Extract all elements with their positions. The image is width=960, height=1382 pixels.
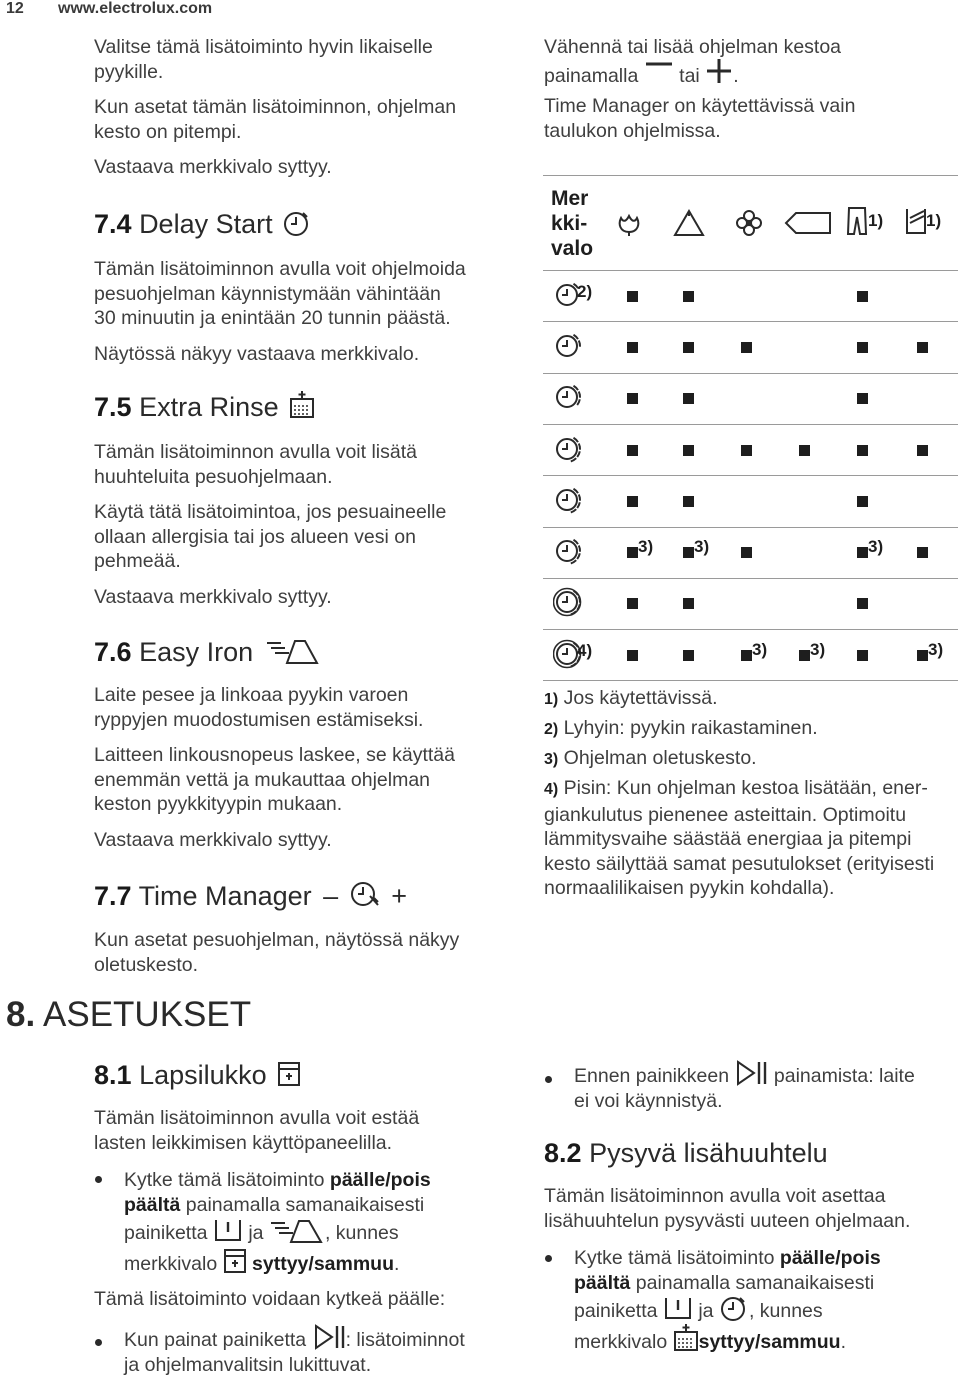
footnote: [544, 746, 959, 776]
text-fragment: painamalla: [544, 64, 639, 87]
availability-mark: [627, 650, 638, 661]
availability-mark: [741, 547, 752, 558]
intro-line: kesto on pitempi.: [94, 120, 242, 143]
text-line: Vastaava merkkivalo syttyy.: [94, 585, 332, 608]
availability-mark: [683, 445, 694, 456]
text-fragment: painamista: laite: [773, 1065, 915, 1087]
text-line: keston pyykkityypin mukaan.: [94, 793, 343, 815]
cell-note: 3): [928, 639, 944, 659]
text-line: Käytä tätä lisätoimintoa, jos pesuaineelle: [94, 501, 447, 523]
availability-mark: [917, 650, 928, 661]
text-fragment: painiketta: [574, 1300, 658, 1322]
section-heading-7-4: [94, 209, 312, 239]
footnote-number: 4): [544, 781, 559, 798]
time-manager-text: [544, 35, 954, 143]
availability-mark: [627, 598, 638, 609]
section-heading-8-1: [94, 1060, 302, 1090]
table-rule: [543, 680, 958, 681]
bullet-dot: [545, 1076, 552, 1083]
text-fragment: painamalla samanaikaisesti: [630, 1271, 875, 1294]
synthetics-icon: [672, 208, 706, 238]
text-fragment: Ennen painikkeen: [574, 1065, 730, 1087]
text-line: Tämä lisätoiminto voidaan kytkeä päälle:: [94, 1288, 446, 1310]
text-fragment: Kun painat painiketta: [124, 1329, 307, 1351]
easy-iron-icon: [265, 635, 321, 665]
text-line: huuhteluita pesuohjelmaan.: [94, 465, 333, 488]
cell-note: 3): [638, 537, 654, 557]
text-line: giankulutus pienenee asteittain. Optimoitu: [544, 803, 907, 826]
table-rule: [543, 373, 958, 374]
footnote-number: 1): [544, 691, 559, 708]
text-line: oletuskesto.: [94, 953, 199, 976]
availability-mark: [857, 445, 868, 456]
text-line: Tämän lisätoiminnon avulla voit estää: [94, 1107, 420, 1129]
table-rule: [543, 629, 958, 630]
text-fragment: ja: [698, 1300, 714, 1322]
delicates-icon: [734, 208, 764, 238]
section-heading-7-5: [94, 392, 316, 422]
bold-fragment: syttyy/sammuu: [698, 1330, 841, 1353]
availability-mark: [683, 547, 694, 558]
header-line: Mer: [551, 187, 589, 210]
text-line: lisähuuhtelun pysyvästi uuteen ohjelmaan.: [544, 1209, 911, 1232]
section-number: 7.5: [94, 392, 132, 422]
availability-mark: [627, 547, 638, 558]
table-rule: [543, 527, 958, 528]
text-line: lämmitysvaihe säästää energiaa ja pitempi: [544, 828, 912, 850]
text-line: pehmeää.: [94, 550, 181, 572]
footnote: [544, 716, 959, 746]
footnote: [544, 686, 959, 716]
text-line: Kun asetat pesuohjelman, näytössä näkyy: [94, 929, 460, 951]
text-line: normaalilikaisen pyykin kohdalla).: [544, 877, 835, 899]
header-line: valo: [551, 237, 594, 260]
plus-icon: [705, 58, 733, 84]
section-number: 7.4: [94, 209, 132, 239]
bold-fragment: päälle/pois: [779, 1247, 881, 1269]
spin-button-icon: [213, 1216, 243, 1244]
text-line: Näytössä näkyy vastaava merkkivalo.: [94, 342, 420, 365]
time-manager-level-icon: [553, 382, 583, 412]
text-line: enemmän vettä ja mukauttaa ohjelman: [94, 768, 431, 791]
availability-mark: [857, 393, 868, 404]
website-url: www.electrolux.com: [58, 0, 213, 17]
text-line: Tämän lisätoiminnon avulla voit ohjelmoida: [94, 258, 466, 280]
text-line: Laite pesee ja linkoaa pyykin varoen: [94, 684, 409, 706]
text-line: kesto säilyttää samat pesutulokset (erityisesti: [544, 852, 935, 875]
text-line: Tämän lisätoiminnon avulla voit lisätä: [94, 441, 417, 463]
section-number: 8.1: [94, 1060, 132, 1090]
bold-fragment: päältä: [124, 1193, 181, 1216]
footnote-text: Jos käytettävissä.: [563, 687, 718, 709]
section-heading-8-2: [544, 1138, 828, 1168]
section-7-4-text: [94, 257, 524, 366]
text-line: ei voi käynnistyä.: [574, 1089, 723, 1112]
spin-button-icon: [663, 1294, 693, 1322]
time-manager-icon: [348, 879, 382, 909]
text-fragment: merkkivalo: [574, 1330, 668, 1353]
availability-mark: [857, 650, 868, 661]
availability-mark: [627, 393, 638, 404]
availability-mark: [741, 342, 752, 353]
row-note: 2): [577, 281, 593, 301]
section-title: Pysyvä lisähuuhtelu: [589, 1138, 828, 1168]
bullet-dot: [95, 1339, 102, 1346]
section-title: Extra Rinse: [139, 392, 279, 422]
bold-fragment: päältä: [574, 1271, 631, 1294]
intro-line: Kun asetat tämän lisätoiminnon, ohjelman: [94, 96, 457, 118]
bold-fragment: päälle/pois: [329, 1169, 431, 1191]
availability-mark: [917, 547, 928, 558]
availability-mark: [683, 598, 694, 609]
text-fragment: : lisätoiminnot: [345, 1329, 465, 1351]
time-manager-level-icon: [553, 587, 583, 617]
section-8-1-text: [94, 1106, 524, 1155]
intro-text: [94, 35, 524, 180]
column-note: 1): [868, 211, 884, 230]
footnote-text: Ohjelman oletuskesto.: [563, 747, 757, 769]
child-lock-icon: [276, 1058, 302, 1088]
header-line: kki-: [551, 212, 588, 235]
bullet-dot: [545, 1255, 552, 1262]
lock-effect-bullet: [124, 1328, 534, 1377]
table-rule: [543, 424, 958, 425]
footnote: [544, 776, 959, 901]
availability-mark: [799, 650, 810, 661]
chapter-title: ASETUKSET: [43, 995, 252, 1034]
availability-mark: [799, 445, 810, 456]
text-line: Time Manager on käytettävissä vain: [544, 95, 856, 117]
footnote-number: 2): [544, 721, 559, 738]
text-fragment: , kunnes: [324, 1222, 399, 1244]
plus-symbol: +: [391, 881, 407, 911]
text-fragment: .: [840, 1330, 847, 1353]
section-number: 7.7: [94, 881, 132, 911]
intro-line: pyykille.: [94, 60, 164, 83]
jeans-icon: [846, 206, 868, 236]
child-lock-icon: [223, 1246, 247, 1274]
table-rule: [543, 578, 958, 579]
availability-mark: [917, 342, 928, 353]
text-fragment: , kunnes: [748, 1300, 823, 1322]
section-heading-7-6: [94, 637, 321, 667]
text-fragment: ja: [248, 1222, 264, 1244]
start-bullet: [574, 1064, 958, 1113]
extra-rinse-icon: [288, 390, 316, 420]
table-rule: [543, 321, 958, 322]
footnote-number: 3): [544, 751, 559, 768]
text-line: ryppyjen muodostumisen estämiseksi.: [94, 708, 424, 731]
section-title: Lapsilukko: [139, 1060, 267, 1090]
text-line: 30 minuutin ja enintään 20 tunnin päästä.: [94, 307, 451, 329]
table-footnotes: [544, 686, 959, 901]
table-rule: [543, 175, 958, 176]
availability-mark: [683, 496, 694, 507]
bold-fragment: syttyy/sammuu: [252, 1252, 395, 1275]
time-manager-level-icon: [553, 536, 583, 566]
text-line: taulukon ohjelmissa.: [544, 119, 721, 142]
section-title: Time Manager: [138, 881, 312, 911]
text-line: Vähennä tai lisää ohjelman kestoa: [544, 36, 842, 58]
start-pause-icon: [312, 1323, 346, 1351]
section-title: Easy Iron: [139, 637, 254, 667]
section-number: 7.6: [94, 637, 132, 667]
bullet-dot: [95, 1176, 102, 1183]
availability-mark: [741, 650, 752, 661]
text-fragment: .: [733, 64, 739, 87]
text-line: ja ohjelmanvalitsin lukittuvat.: [124, 1353, 372, 1376]
extra-rinse-icon: [673, 1324, 699, 1352]
wool-icon: [784, 210, 832, 236]
availability-mark: [857, 598, 868, 609]
permanent-rinse-instructions: [574, 1246, 958, 1354]
availability-mark: [627, 496, 638, 507]
availability-mark: [857, 291, 868, 302]
availability-mark: [683, 393, 694, 404]
cell-note: 3): [752, 639, 768, 659]
column-note: 1): [926, 211, 942, 230]
availability-mark: [683, 342, 694, 353]
section-title: Delay Start: [139, 209, 273, 239]
text-line: lasten leikkimisen käyttöpaneelilla.: [94, 1131, 393, 1154]
availability-mark: [857, 342, 868, 353]
footnote-text: Lyhyin: pyykin raikastaminen.: [563, 717, 818, 739]
time-manager-level-icon: [553, 485, 583, 515]
delay-start-icon: [719, 1294, 749, 1322]
text-fragment: painiketta: [124, 1222, 208, 1244]
start-pause-icon: [734, 1059, 768, 1087]
availability-mark: [857, 547, 868, 558]
intro-line: Valitse tämä lisätoiminto hyvin likaiselle: [94, 36, 433, 58]
section-8-2-text: [544, 1184, 958, 1233]
cell-note: 3): [694, 537, 710, 557]
text-line: pesuohjelman käynnistymään vähintään: [94, 282, 441, 305]
text-line: Tämän lisätoiminnon avulla voit asettaa: [544, 1185, 886, 1207]
denim-icon: [904, 206, 928, 236]
cotton-icon: [614, 208, 644, 238]
text-fragment: painamalla samanaikaisesti: [180, 1193, 425, 1216]
minus-icon: [644, 58, 674, 84]
availability-mark: [857, 496, 868, 507]
table-rule: [543, 270, 958, 271]
row-note: 4): [577, 640, 593, 660]
page-number: 12: [6, 0, 24, 17]
child-lock-instructions: [124, 1168, 534, 1276]
availability-mark: [683, 650, 694, 661]
cell-note: 3): [868, 537, 884, 557]
text-line: Laitteen linkousnopeus laskee, se käyttää: [94, 744, 455, 766]
intro-line: Vastaava merkkivalo syttyy.: [94, 156, 332, 178]
section-7-6-text: [94, 683, 524, 852]
easy-iron-icon: [269, 1216, 325, 1244]
cell-note: 3): [810, 639, 826, 659]
time-manager-level-icon: [553, 434, 583, 464]
section-number: 8.2: [544, 1138, 582, 1168]
section-7-7-text: [94, 928, 524, 977]
table-header-label: [551, 186, 593, 261]
time-manager-level-icon: [553, 331, 583, 361]
chapter-heading-8: [6, 996, 251, 1034]
text-line: Vastaava merkkivalo syttyy.: [94, 828, 332, 851]
delay-start-icon: [282, 208, 312, 238]
text-fragment: merkkivalo: [124, 1252, 218, 1275]
section-7-5-text: [94, 440, 524, 609]
text-fragment: Kytke tämä lisätoiminto: [124, 1169, 330, 1191]
chapter-number: 8.: [6, 995, 36, 1034]
minus-symbol: –: [323, 881, 339, 911]
availability-mark: [741, 445, 752, 456]
text-line: ollaan allergisia tai jos alueen vesi on: [94, 525, 416, 548]
availability-mark: [627, 291, 638, 302]
text-fragment: .: [394, 1252, 400, 1275]
availability-mark: [683, 291, 694, 302]
section-heading-7-7: [94, 881, 407, 911]
availability-mark: [627, 445, 638, 456]
availability-mark: [627, 342, 638, 353]
text-fragment: tai: [679, 64, 700, 87]
text-fragment: Kytke tämä lisätoiminto: [574, 1247, 780, 1269]
footnote-text: Pisin: Kun ohjelman kestoa lisätään, ener-: [563, 777, 928, 799]
table-rule: [543, 475, 958, 476]
availability-mark: [917, 445, 928, 456]
